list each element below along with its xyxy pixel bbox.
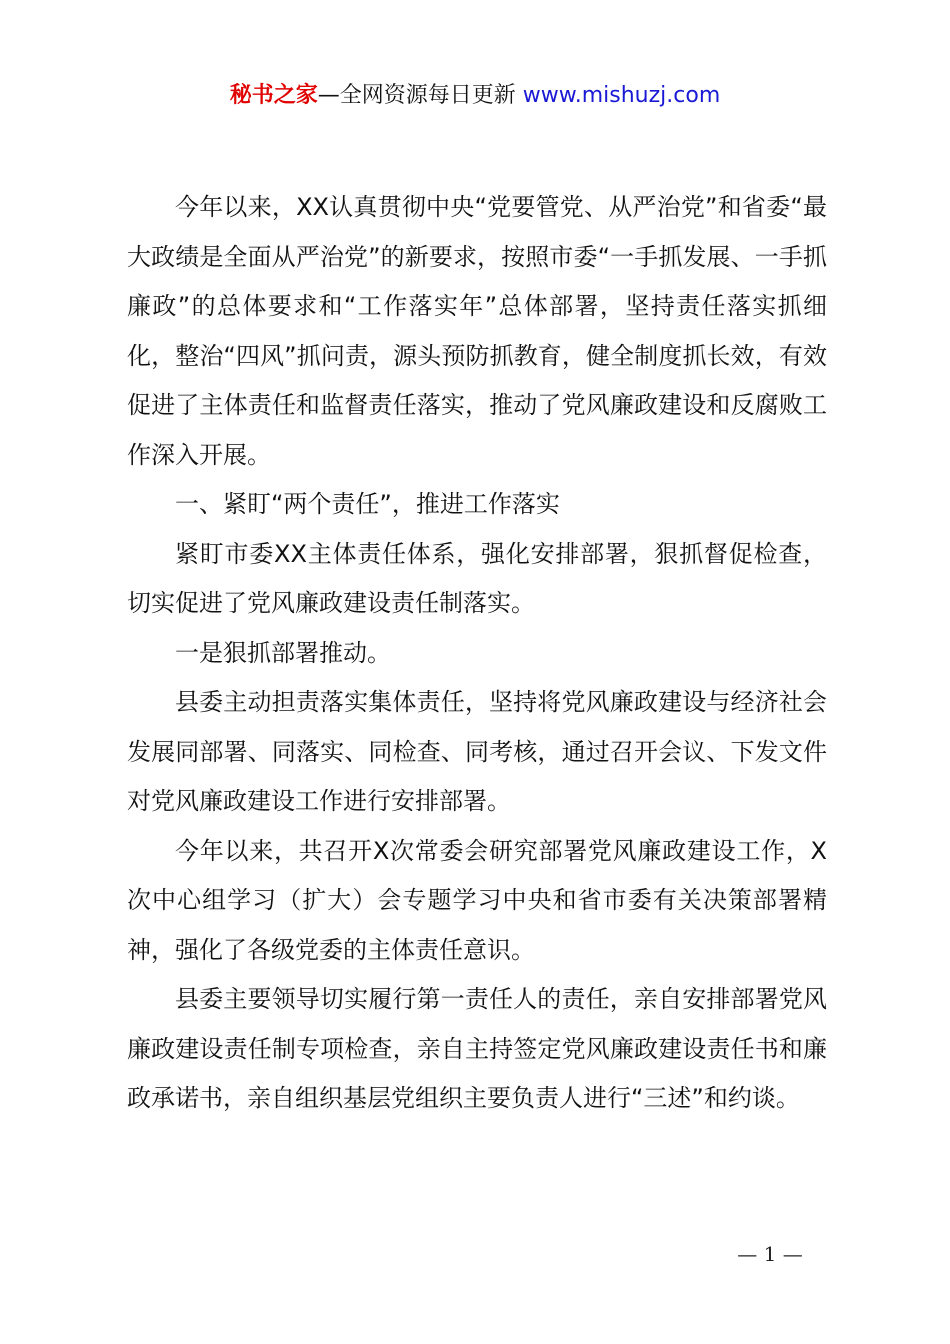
paragraph: 今年以来，共召开X次常委会研究部署党风廉政建设工作，X次中心组学习（扩大）会专题学习中央和省市委有关决策部署精神，强化了各级党委的主体责任意识。	[127, 836, 827, 964]
paragraph: 县委主动担责落实集体责任，坚持将党风廉政建设与经济社会发展同部署、同落实、同检查、同考核，通过召开会议、下发文件对党风廉政建设工作进行安排部署。	[127, 688, 827, 815]
paragraph-intro: 今年以来，XX认真贯彻中央“党要管党、从严治党”和省委“最大政绩是全面从严治党”的新要求，按照市委“一手抓发展、一手抓廉政”的总体要求和“工作落实年”总体部署，坚持责任落实抓细化，整治“四风”抓问责，源头预防抓教育，健全制度抓长效，有效促进了主体责任和监督责任落实，推动了党风廉政建设和反腐败工作深入开展。	[127, 193, 827, 469]
subheading: 一是狠抓部署推动。	[175, 638, 391, 667]
paragraph: 紧盯市委XX主体责任体系，强化安排部署，狠抓督促检查，切实促进了党风廉政建设责任制落实。	[127, 539, 827, 617]
banner-site-url[interactable]: www.mishuzj.com	[522, 83, 721, 108]
document-body	[127, 183, 827, 1124]
section-heading: 一、紧盯“两个责任”，推进工作落实	[175, 490, 560, 518]
site-banner	[0, 80, 950, 112]
page-number: — 1 —	[737, 1242, 803, 1266]
paragraph: 县委主要领导切实履行第一责任人的责任，亲自安排部署党风廉政建设责任制专项检查，亲自主持签定党风廉政建设责任书和廉政承诺书，亲自组织基层党组织主要负责人进行“三述”和约谈。	[127, 985, 827, 1112]
banner-tagline: —全网资源每日更新	[317, 83, 516, 108]
banner-brand: 秘书之家	[229, 83, 318, 108]
